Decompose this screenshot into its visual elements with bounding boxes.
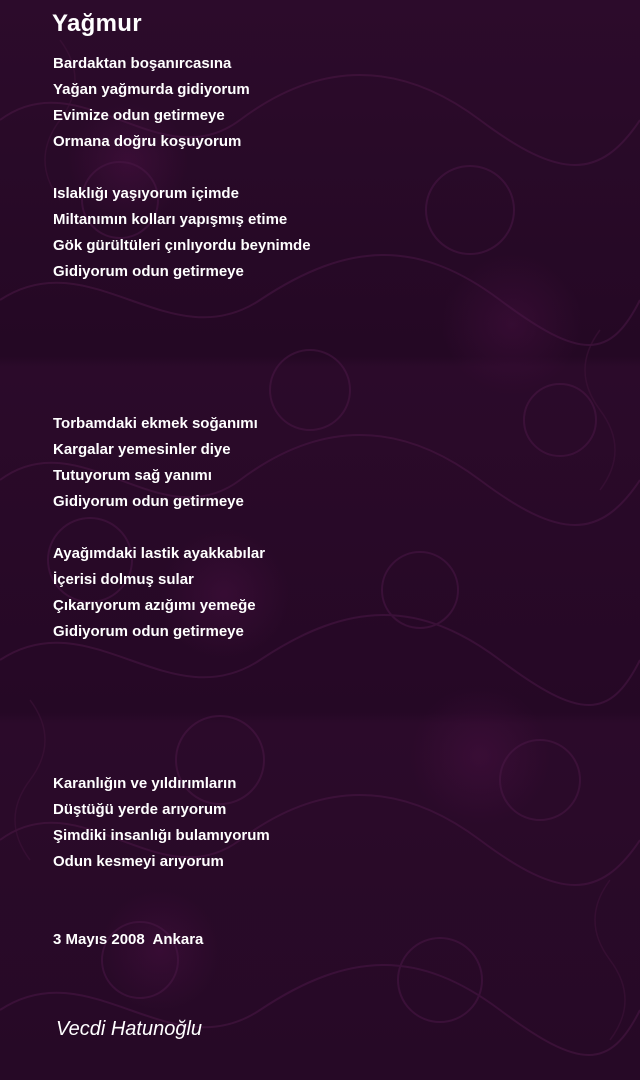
poem-line: Odun kesmeyi arıyorum [53, 853, 224, 870]
poem-line: Yağan yağmurda gidiyorum [53, 81, 250, 98]
poem-line: Düştüğü yerde arıyorum [53, 801, 227, 818]
poem-line: Torbamdaki ekmek soğanımı [53, 415, 258, 432]
poem-dateline: 3 Mayıs 2008 Ankara [53, 931, 204, 948]
poem-line: Şimdiki insanlığı bulamıyorum [53, 827, 270, 844]
poem-line: Bardaktan boşanırcasına [53, 55, 232, 72]
poem-line: Gidiyorum odun getirmeye [53, 493, 244, 510]
poem-line: İçerisi dolmuş sular [53, 571, 194, 588]
stanza-1 [53, 51, 613, 155]
stanza-5 [53, 771, 613, 875]
poem-line: Ormana doğru koşuyorum [53, 133, 242, 150]
poem-line: Gidiyorum odun getirmeye [53, 263, 244, 280]
poem-line: Karanlığın ve yıldırımların [53, 775, 237, 792]
poem-line: Miltanımın kolları yapışmış etime [53, 211, 288, 228]
poem-line: Gök gürültüleri çınlıyordu beynimde [53, 237, 311, 254]
stanza-3 [53, 411, 613, 515]
stanza-2 [53, 181, 613, 285]
poem-line: Evimize odun getirmeye [53, 107, 225, 124]
poem-line: Ayağımdaki lastik ayakkabılar [53, 545, 266, 562]
poem-line: Tutuyorum sağ yanımı [53, 467, 212, 484]
poem-title: Yağmur [52, 10, 142, 37]
stanza-4 [53, 541, 613, 645]
poem-author: Vecdi Hatunoğlu [56, 1018, 203, 1040]
poem-line: Islaklığı yaşıyorum içimde [53, 185, 239, 202]
poem-line: Gidiyorum odun getirmeye [53, 623, 244, 640]
poem-line: Kargalar yemesinler diye [53, 441, 231, 458]
poem-line: Çıkarıyorum azığımı yemeğe [53, 597, 256, 614]
